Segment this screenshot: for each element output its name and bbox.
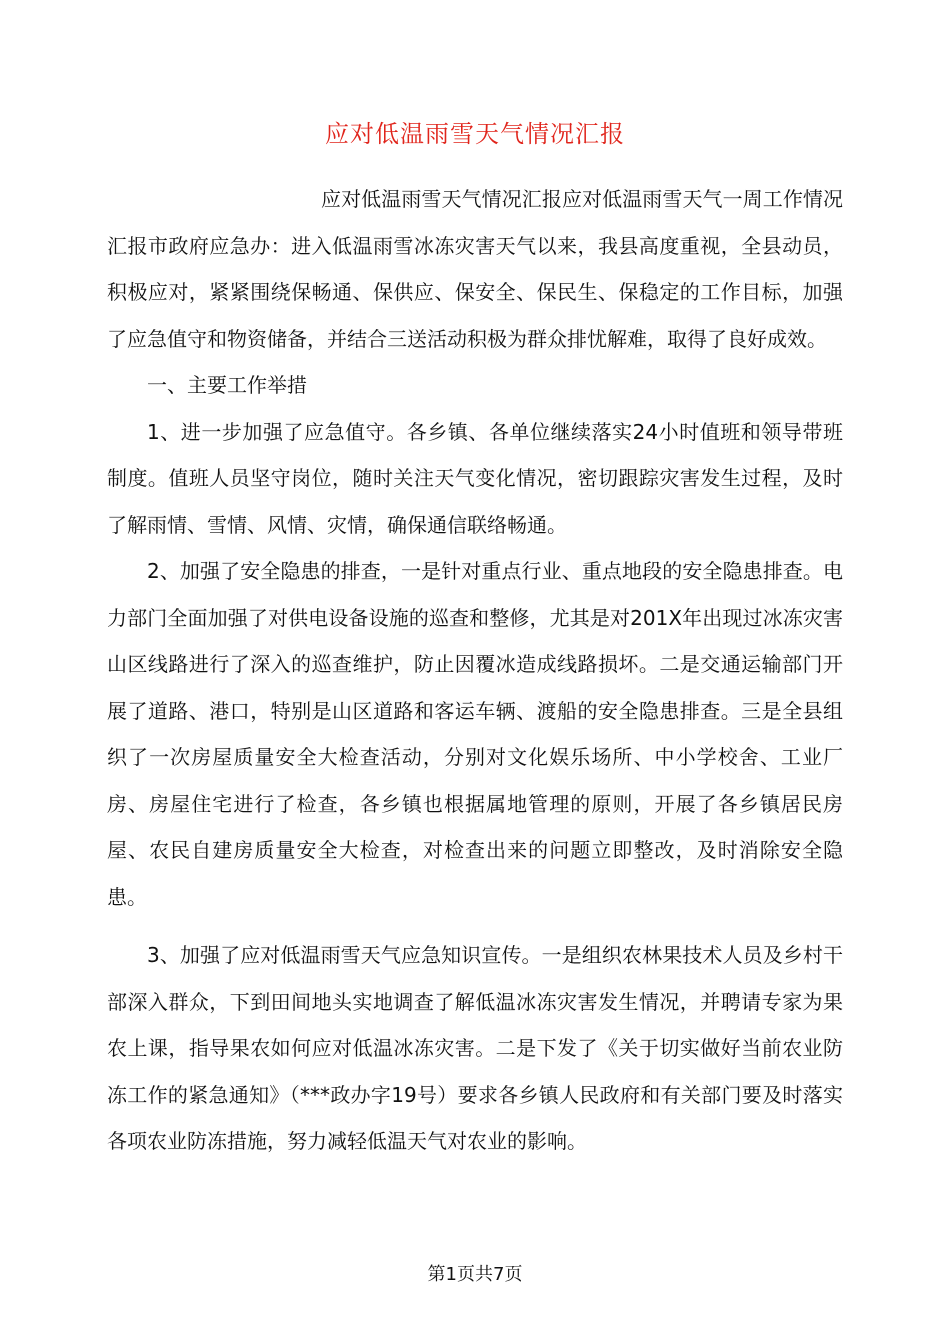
section-heading-main-measures: 一、主要工作举措 [147, 373, 307, 397]
document-body [107, 176, 843, 1165]
paragraph-intro: 应对低温雨雪天气情况汇报应对低温雨雪天气一周工作情况汇报市政府应急办：进入低温雨雪冰冻灾害天气以来，我县高度重视，全县动员，积极应对，紧紧围绕保畅通、保供应、保安全、保民生、保稳定的工作目标，加强了应急值守和物资储备，并结合三送活动积极为群众排忧解难，取得了良好成效。 [107, 187, 843, 351]
paragraph-measure-1: 1、进一步加强了应急值守。各乡镇、各单位继续落实24小时值班和领导带班制度。值班人员坚守岗位，随时关注天气变化情况，密切跟踪灾害发生过程，及时了解雨情、雪情、风情、灾情，确保通信联络畅通。 [107, 419, 843, 537]
paragraph-measure-3: 3、加强了应对低温雨雪天气应急知识宣传。一是组织农林果技术人员及乡村干部深入群众，下到田间地头实地调查了解低温冰冻灾害发生情况，并聘请专家为果农上课，指导果农如何应对低温冰冻灾害。二是下发了《关于切实做好当前农业防冻工作的紧急通知》（***政办字19号）要求各乡镇人民政府和有关部门要及时落实各项农业防冻措施，努力减轻低温天气对农业的影响。 [107, 943, 843, 1153]
paragraph-measure-2: 2、加强了安全隐患的排查，一是针对重点行业、重点地段的安全隐患排查。电力部门全面加强了对供电设备设施的巡查和整修，尤其是对201X年出现过冰冻灾害山区线路进行了深入的巡查维护，防止因覆冰造成线路损坏。二是交通运输部门开展了道路、港口，特别是山区道路和客运车辆、渡船的安全隐患排查。三是全县组织了一次房屋质量安全大检查活动，分别对文化娱乐场所、中小学校舍、工业厂房、房屋住宅进行了检查，各乡镇也根据属地管理的原则，开展了各乡镇居民房屋、农民自建房质量安全大检查，对检查出来的问题立即整改，及时消除安全隐患。 [107, 559, 843, 909]
page-number: 第1页共7页 [427, 1264, 523, 1285]
document-title: 应对低温雨雪天气情况汇报 [325, 120, 625, 148]
